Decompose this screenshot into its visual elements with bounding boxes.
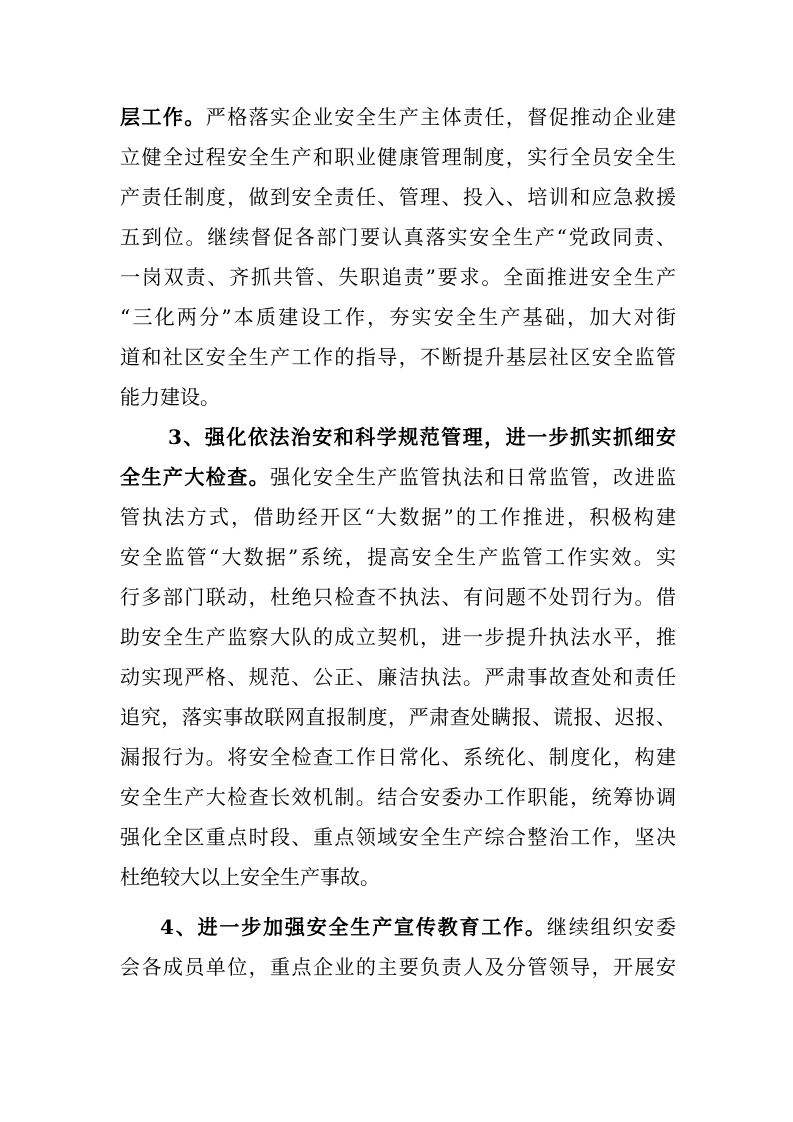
paragraph-2-line-7: 追究，落实事故联网直报制度，严肃查处瞒报、谎报、迟报、 — [120, 705, 676, 729]
paragraph-2-line-10: 强化全区重点时段、重点领域安全生产综合整治工作，坚决 — [120, 825, 676, 849]
paragraph-2-line-8: 漏报行为。将安全检查工作日常化、系统化、制度化，构建 — [120, 745, 676, 769]
paragraph-1-line-8: 能力建设。 — [120, 385, 220, 409]
paragraph-2-line-5: 助安全生产监察大队的成立契机，进一步提升执法水平，推 — [120, 625, 676, 649]
paragraph-2-line-2: 管执法方式，借助经开区“大数据”的工作推进，积极构建 — [120, 505, 676, 529]
paragraph-3-bold-lead: 4、进一步加强安全生产宣传教育工作。 — [160, 915, 547, 939]
paragraph-1-line-2: 立健全过程安全生产和职业健康管理制度，实行全员安全生 — [120, 145, 676, 169]
paragraph-2-line-1 — [120, 463, 676, 491]
paragraph-2-line-3: 安全监管“大数据”系统，提高安全生产监管工作实效。实 — [120, 545, 676, 569]
paragraph-2-heading-line-1 — [168, 423, 676, 451]
paragraph-3-line-2: 会各成员单位，重点企业的主要负责人及分管领导，开展安 — [120, 955, 676, 979]
paragraph-1-line-3: 产责任制度，做到安全责任、管理、投入、培训和应急救援 — [120, 185, 676, 209]
paragraph-2-bold-heading-1: 3、强化依法治安和科学规范管理，进一步抓实抓细安 — [168, 425, 676, 449]
paragraph-2-bold-heading-2: 全生产大检查。 — [120, 465, 271, 489]
paragraph-1-line-4: 五到位。继续督促各部门要认真落实安全生产“党政同责、 — [120, 225, 676, 249]
paragraph-1-line-5: 一岗双责、齐抓共管、失职追责”要求。全面推进安全生产 — [120, 265, 676, 289]
paragraph-2-line-6: 动实现严格、规范、公正、廉洁执法。严肃事故查处和责任 — [120, 665, 676, 689]
paragraph-1-line-6: “三化两分”本质建设工作，夯实安全生产基础，加大对街 — [120, 305, 676, 329]
paragraph-1-text: 严格落实企业安全生产主体责任，督促推动企业建 — [205, 105, 677, 129]
paragraph-2-line-11: 杜绝较大以上安全生产事故。 — [120, 865, 380, 889]
paragraph-1-line-1 — [120, 103, 676, 131]
paragraph-2-line-9: 安全生产大检查长效机制。结合安委办工作职能，统筹协调 — [120, 785, 676, 809]
paragraph-1-line-7: 道和社区安全生产工作的指导，不断提升基层社区安全监管 — [120, 345, 676, 369]
paragraph-2-text: 强化安全生产监管执法和日常监管，改进监 — [270, 465, 677, 489]
paragraph-3-line-1 — [160, 913, 676, 941]
paragraph-3-text: 继续组织安委 — [546, 915, 677, 939]
paragraph-1-bold-lead: 层工作。 — [120, 105, 206, 129]
paragraph-2-line-4: 行多部门联动，杜绝只检查不执法、有问题不处罚行为。借 — [120, 585, 676, 609]
